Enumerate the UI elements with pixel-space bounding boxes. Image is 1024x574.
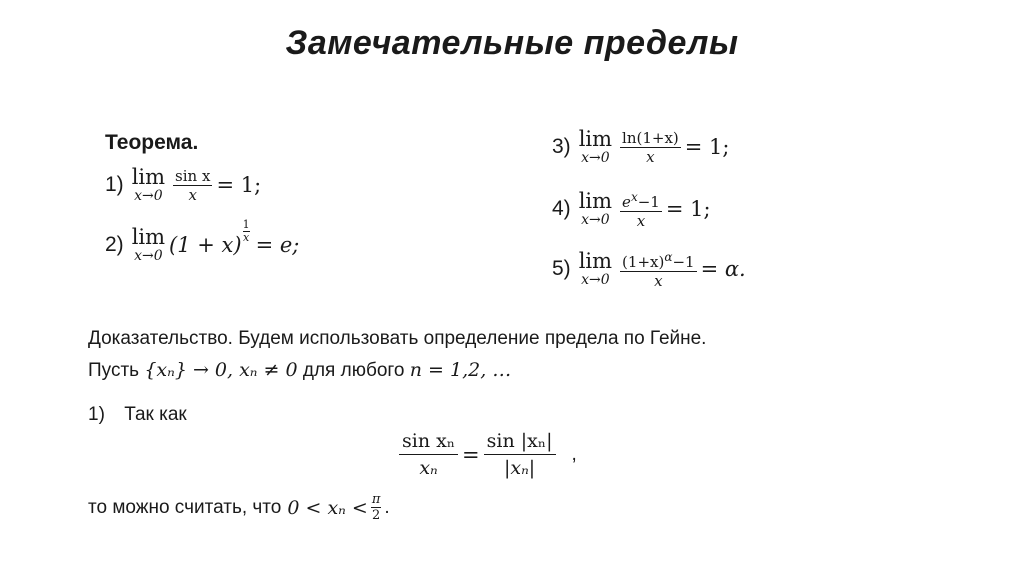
formula-2 [105, 217, 300, 264]
formula-1 [105, 166, 261, 204]
index-range: n = 1,2, … [409, 359, 512, 381]
formula-rhs: = 1; [684, 135, 730, 159]
proof-conclusion: то можно считать, что 0 < xₙ < π 2 . [88, 492, 390, 523]
formula-number: 2) [105, 233, 124, 256]
theorem-heading: Теорема. [105, 131, 199, 154]
formula-4 [552, 188, 711, 230]
right-fraction: $\frac{\text{sin |xₙ|}}{\text{|xₙ|}}$ [484, 428, 556, 481]
proof-item-1: 1) Так как [88, 404, 187, 425]
numerator-rest: −1 [637, 193, 660, 211]
limit-operator: lim x→0 [131, 165, 166, 204]
formula-number: 3) [552, 135, 571, 158]
fraction: $\frac{e^x-1}{x}$ [622, 190, 660, 230]
formula-rhs: = 1; [216, 173, 262, 197]
fraction: $\frac{\ln(1+x)}{x}$ [622, 128, 679, 166]
limit-operator: lim x→0 [131, 225, 166, 264]
fraction: $\frac{\text{sin x}}{x}$ [175, 166, 211, 204]
numerator-base: e [622, 193, 631, 211]
limit-operator: lim x→0 [578, 249, 613, 288]
formula-5 [552, 248, 746, 290]
limit-operator: lim x→0 [578, 189, 613, 228]
formula-number: 4) [552, 197, 571, 220]
fraction: $\frac{(1+x)^\alpha-1}{x}$ [622, 250, 695, 290]
sequence-condition: {xₙ} → 0, xₙ ≠ 0 [144, 359, 298, 381]
equals-sign: = [462, 442, 480, 467]
inequality: 0 < xₙ < [287, 496, 368, 519]
display-equation [395, 428, 577, 481]
formula-3 [552, 128, 730, 166]
numerator-exponent: α [664, 250, 673, 264]
formula-body: (1 + x) [169, 233, 242, 257]
numerator-rest: −1 [672, 253, 695, 271]
exponent-fraction: $\frac{1}{x}$ [242, 217, 250, 244]
proof-line-1: Доказательство. Будем использовать определение предела по Гейне. [88, 328, 707, 349]
numerator-base: (1+x) [622, 253, 665, 271]
formula-number: 5) [552, 257, 571, 280]
formula-rhs: = 1; [665, 197, 711, 221]
equation-comma: , [571, 443, 577, 465]
numerator-exponent: x [630, 190, 638, 204]
formula-rhs: = α. [700, 257, 746, 281]
left-fraction: $\frac{\text{sin xₙ}}{\text{xₙ}}$ [399, 428, 458, 481]
limit-operator: lim x→0 [578, 127, 613, 166]
pi-over-two: π 2 [371, 492, 381, 523]
proof-line-2: Пусть {xₙ} → 0, xₙ ≠ 0 для любого n = 1,2, … [88, 359, 512, 381]
formula-rhs: = e; [255, 233, 300, 257]
formula-number: 1) [105, 173, 124, 196]
slide-title: Замечательные пределы [285, 24, 739, 62]
